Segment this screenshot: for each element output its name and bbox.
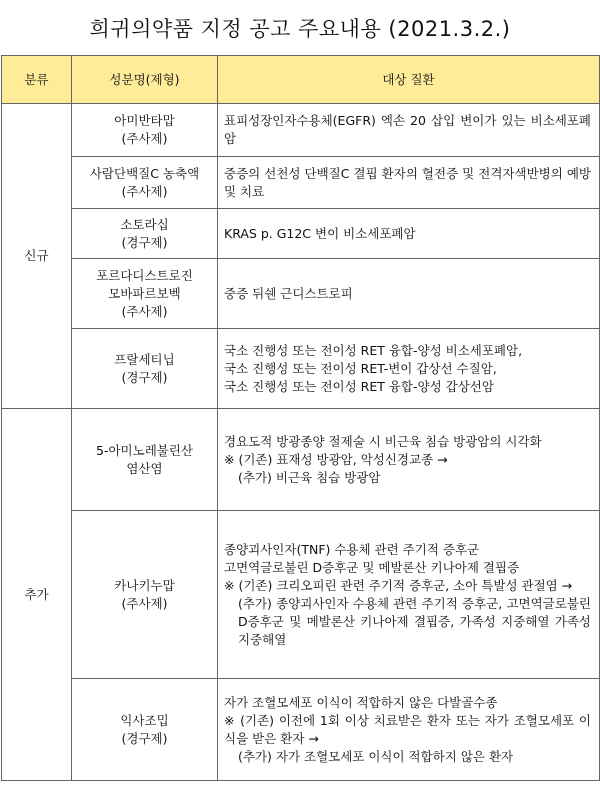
table-row (2, 679, 600, 781)
ingredient-cell (72, 157, 218, 209)
header-disease: 대상 질환 (218, 56, 600, 104)
disease-line: 중증의 선천성 단백질C 결핍 환자의 혈전증 및 전격자색반병의 예방 및 치료 (224, 165, 591, 199)
ingredient-line: 염산염 (126, 460, 163, 476)
header-ingredient: 성분명(제형) (72, 56, 218, 104)
disease-cell (218, 679, 600, 781)
ingredient-line: (주사제) (121, 183, 168, 199)
disease-cell (218, 259, 600, 329)
table-row (2, 329, 600, 409)
ingredient-cell (72, 104, 218, 157)
disease-cell (218, 157, 600, 209)
table-header-row (2, 56, 600, 104)
table-row (2, 409, 600, 511)
page-title: 희귀의약품 지정 공고 주요내용 (2021.3.2.) (89, 16, 511, 41)
disease-line: KRAS p. G12C 변이 비소세포폐암 (224, 225, 416, 241)
ingredient-cell (72, 259, 218, 329)
disease-line: 고면역글로불린 D증후군 및 메발론산 키나아제 결핍증 (224, 559, 520, 575)
ingredient-line: 프랄세티닙 (114, 351, 175, 367)
disease-line: ※ (기존) 크리오피린 관련 주기적 증후군, 소아 특발성 관절염 → (224, 577, 573, 593)
category-cell: 추가 (2, 409, 72, 781)
ingredient-line: (주사제) (121, 303, 168, 319)
ingredient-line: 포르다디스트로진 (96, 267, 193, 283)
disease-cell (218, 329, 600, 409)
category-cell: 신규 (2, 104, 72, 409)
disease-cell (218, 511, 600, 679)
table-row (2, 104, 600, 157)
disease-line: (추가) 비근육 침습 방광암 (238, 469, 381, 485)
disease-line: 국소 진행성 또는 전이성 RET 융합-양성 비소세포폐암, (224, 342, 523, 358)
ingredient-cell (72, 511, 218, 679)
ingredient-line: (경구제) (121, 234, 168, 250)
disease-line: 국소 진행성 또는 전이성 RET 융합-양성 갑상선암 (224, 378, 494, 394)
disease-line: (추가) 자가 조혈모세포 이식이 적합하지 않은 환자 (238, 748, 514, 764)
ingredient-cell (72, 329, 218, 409)
disease-line: 국소 진행성 또는 전이성 RET-변이 갑상선 수질암, (224, 360, 497, 376)
ingredient-line: (경구제) (121, 730, 168, 746)
disease-line: ※ (기존) 이전에 1회 이상 치료받은 환자 또는 자가 조혈모세포 이식을 받은 환자 → (224, 712, 591, 746)
disease-line: 경요도적 방광종양 절제술 시 비근육 침습 방광암의 시각화 (224, 433, 542, 449)
ingredient-line: 모바파르보벡 (108, 285, 181, 301)
disease-line: 자가 조혈모세포 이식이 적합하지 않은 다발골수종 (224, 694, 498, 710)
disease-line: ※ (기존) 표재성 방광암, 악성신경교종 → (224, 451, 448, 467)
ingredient-cell (72, 209, 218, 259)
ingredient-line: 5-아미노레불린산 (96, 442, 193, 458)
disease-line: 표피성장인자수용체(EGFR) 엑손 20 삽입 변이가 있는 비소세포폐암 (224, 113, 591, 146)
header-category: 분류 (2, 56, 72, 104)
table-row (2, 259, 600, 329)
ingredient-line: (주사제) (121, 595, 168, 611)
disease-line: 종양괴사인자(TNF) 수용체 관련 주기적 증후군 (224, 541, 480, 557)
ingredient-line: (주사제) (121, 131, 168, 146)
ingredient-line: (경구제) (121, 369, 168, 385)
ingredient-cell (72, 409, 218, 511)
ingredient-line: 소토라십 (120, 216, 169, 232)
table-row (2, 209, 600, 259)
disease-cell (218, 409, 600, 511)
disease-cell (218, 104, 600, 157)
ingredient-line: 사람단백질C 농축액 (89, 165, 200, 181)
disease-cell (218, 209, 600, 259)
designation-table (1, 55, 600, 781)
table-row (2, 511, 600, 679)
disease-line: (추가) 종양괴사인자 수용체 관련 주기적 증후군, 고면역글로불린 D증후군 및 메발론산 키나아제 결핍증, 가족성 지중해열 가족성 지중해열 (238, 595, 591, 647)
ingredient-cell (72, 679, 218, 781)
ingredient-line: 익사조밉 (120, 712, 169, 728)
disease-line: 중증 뒤쉔 근디스트로피 (224, 285, 353, 301)
table-row (2, 157, 600, 209)
ingredient-line: 아미반타맙 (114, 113, 175, 128)
ingredient-line: 카나키누맙 (114, 577, 175, 593)
